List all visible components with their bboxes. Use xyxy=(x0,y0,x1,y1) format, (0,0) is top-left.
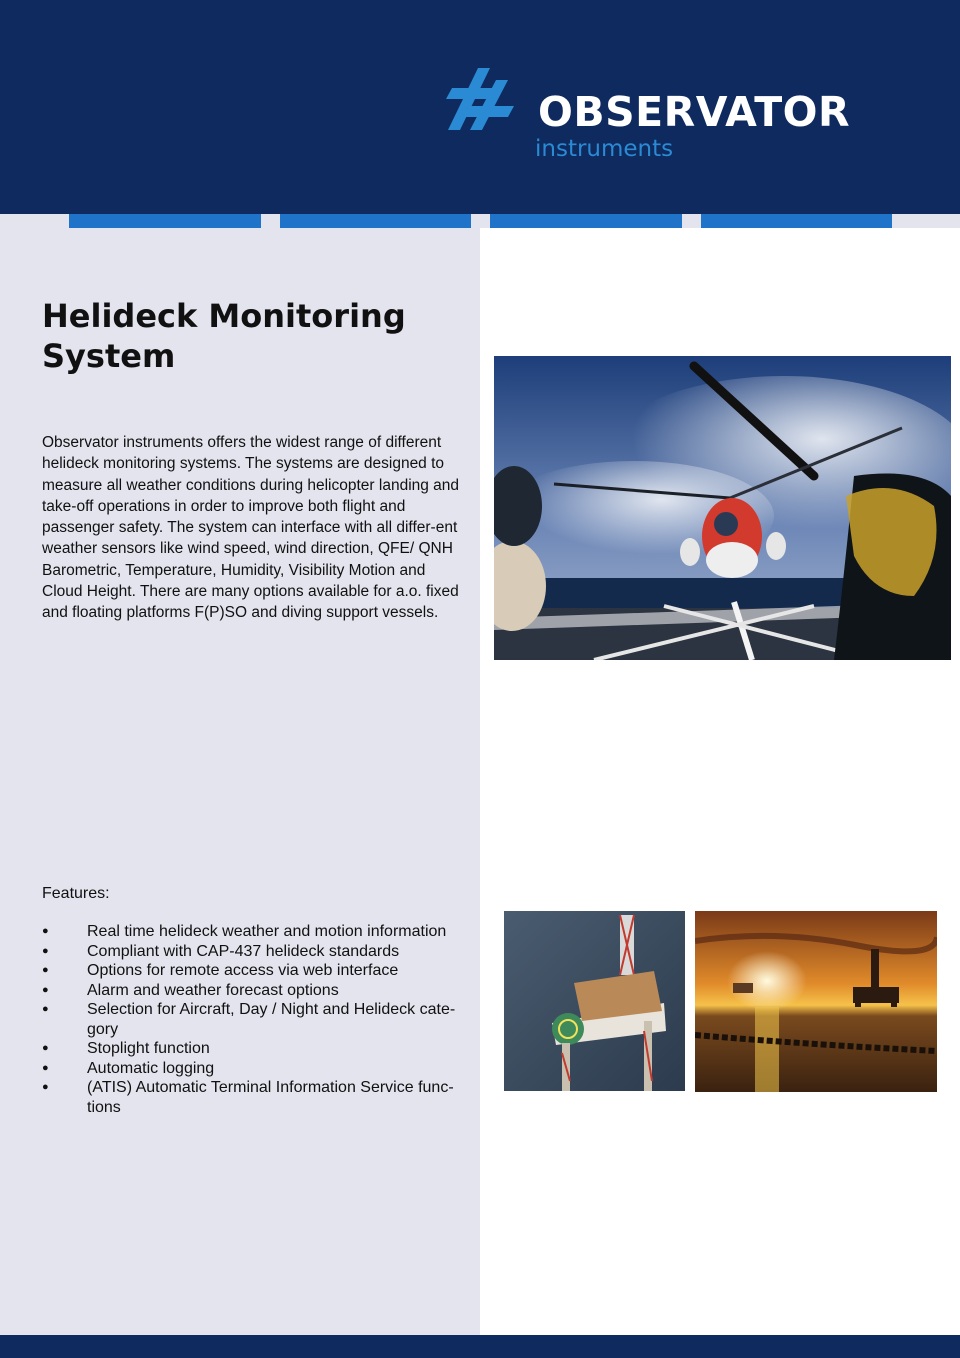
bullet-icon: ● xyxy=(42,964,49,976)
features-heading: Features: xyxy=(42,885,110,902)
bullet-icon: ● xyxy=(42,1003,49,1015)
bullet-icon: ● xyxy=(42,983,49,996)
left-column-panel xyxy=(0,228,480,1335)
header-banner xyxy=(0,0,960,214)
feature-item xyxy=(42,1000,472,1039)
offshore-platform-sunset-photo xyxy=(695,911,937,1092)
feature-text: Alarm and weather forecast options xyxy=(87,981,339,999)
page-title-line-1: Helideck Monitoring xyxy=(42,297,406,335)
offshore-rig-aerial-photo xyxy=(504,911,685,1091)
brand-name: OBSERVATOR xyxy=(538,88,851,136)
feature-item xyxy=(42,961,472,981)
feature-item xyxy=(42,942,472,962)
feature-text: Options for remote access via web interface xyxy=(87,962,399,979)
bullet-icon: ● xyxy=(42,925,49,937)
feature-text: Compliant with CAP-437 helideck standards xyxy=(87,942,400,960)
feature-text: (ATIS) Automatic Terminal Information Service func-tions xyxy=(87,1079,454,1116)
bullet-icon: ● xyxy=(42,1061,49,1074)
bullet-icon: ● xyxy=(42,1042,49,1054)
stripe-segment xyxy=(701,214,892,228)
bullet-icon: ● xyxy=(42,944,49,957)
page-title xyxy=(42,296,462,376)
observator-logo xyxy=(442,66,862,176)
page-title-line-2: System xyxy=(42,337,176,375)
stripe-segment xyxy=(280,214,471,228)
feature-item xyxy=(42,1059,472,1079)
observator-logo-mark-icon xyxy=(442,66,522,136)
feature-text: Selection for Aircraft, Day / Night and Helideck cate-gory xyxy=(87,1001,456,1038)
intro-paragraph: Observator instruments offers the widest range of different helideck monitoring systems. The systems are designed to measure all weather conditions during helicopter landing and take-off operations in order to improve both flight and passenger safety. The system can interface with all differ-ent weather sensors like wind speed, wind direction, QFE/ QNH Barometric, Temperature, Humidity, Visibility Motion and Cloud Height. There are many options available for a.o. fixed and floating platforms F(P)SO and diving support vessels. xyxy=(42,434,460,622)
stripe-segment xyxy=(490,214,682,228)
feature-text: Automatic logging xyxy=(87,1059,215,1077)
stripe-segment xyxy=(69,214,261,228)
feature-item xyxy=(42,981,472,1001)
feature-text: Stoplight function xyxy=(87,1040,210,1057)
bullet-icon: ● xyxy=(42,1081,49,1093)
feature-item xyxy=(42,1078,472,1117)
brand-subtitle: instruments xyxy=(535,136,674,162)
feature-text: Real time helideck weather and motion information xyxy=(87,923,447,940)
footer-bar xyxy=(0,1335,960,1358)
features-list xyxy=(42,922,472,1117)
feature-item xyxy=(42,922,472,942)
helicopter-landing-photo xyxy=(494,356,951,660)
feature-item xyxy=(42,1039,472,1059)
